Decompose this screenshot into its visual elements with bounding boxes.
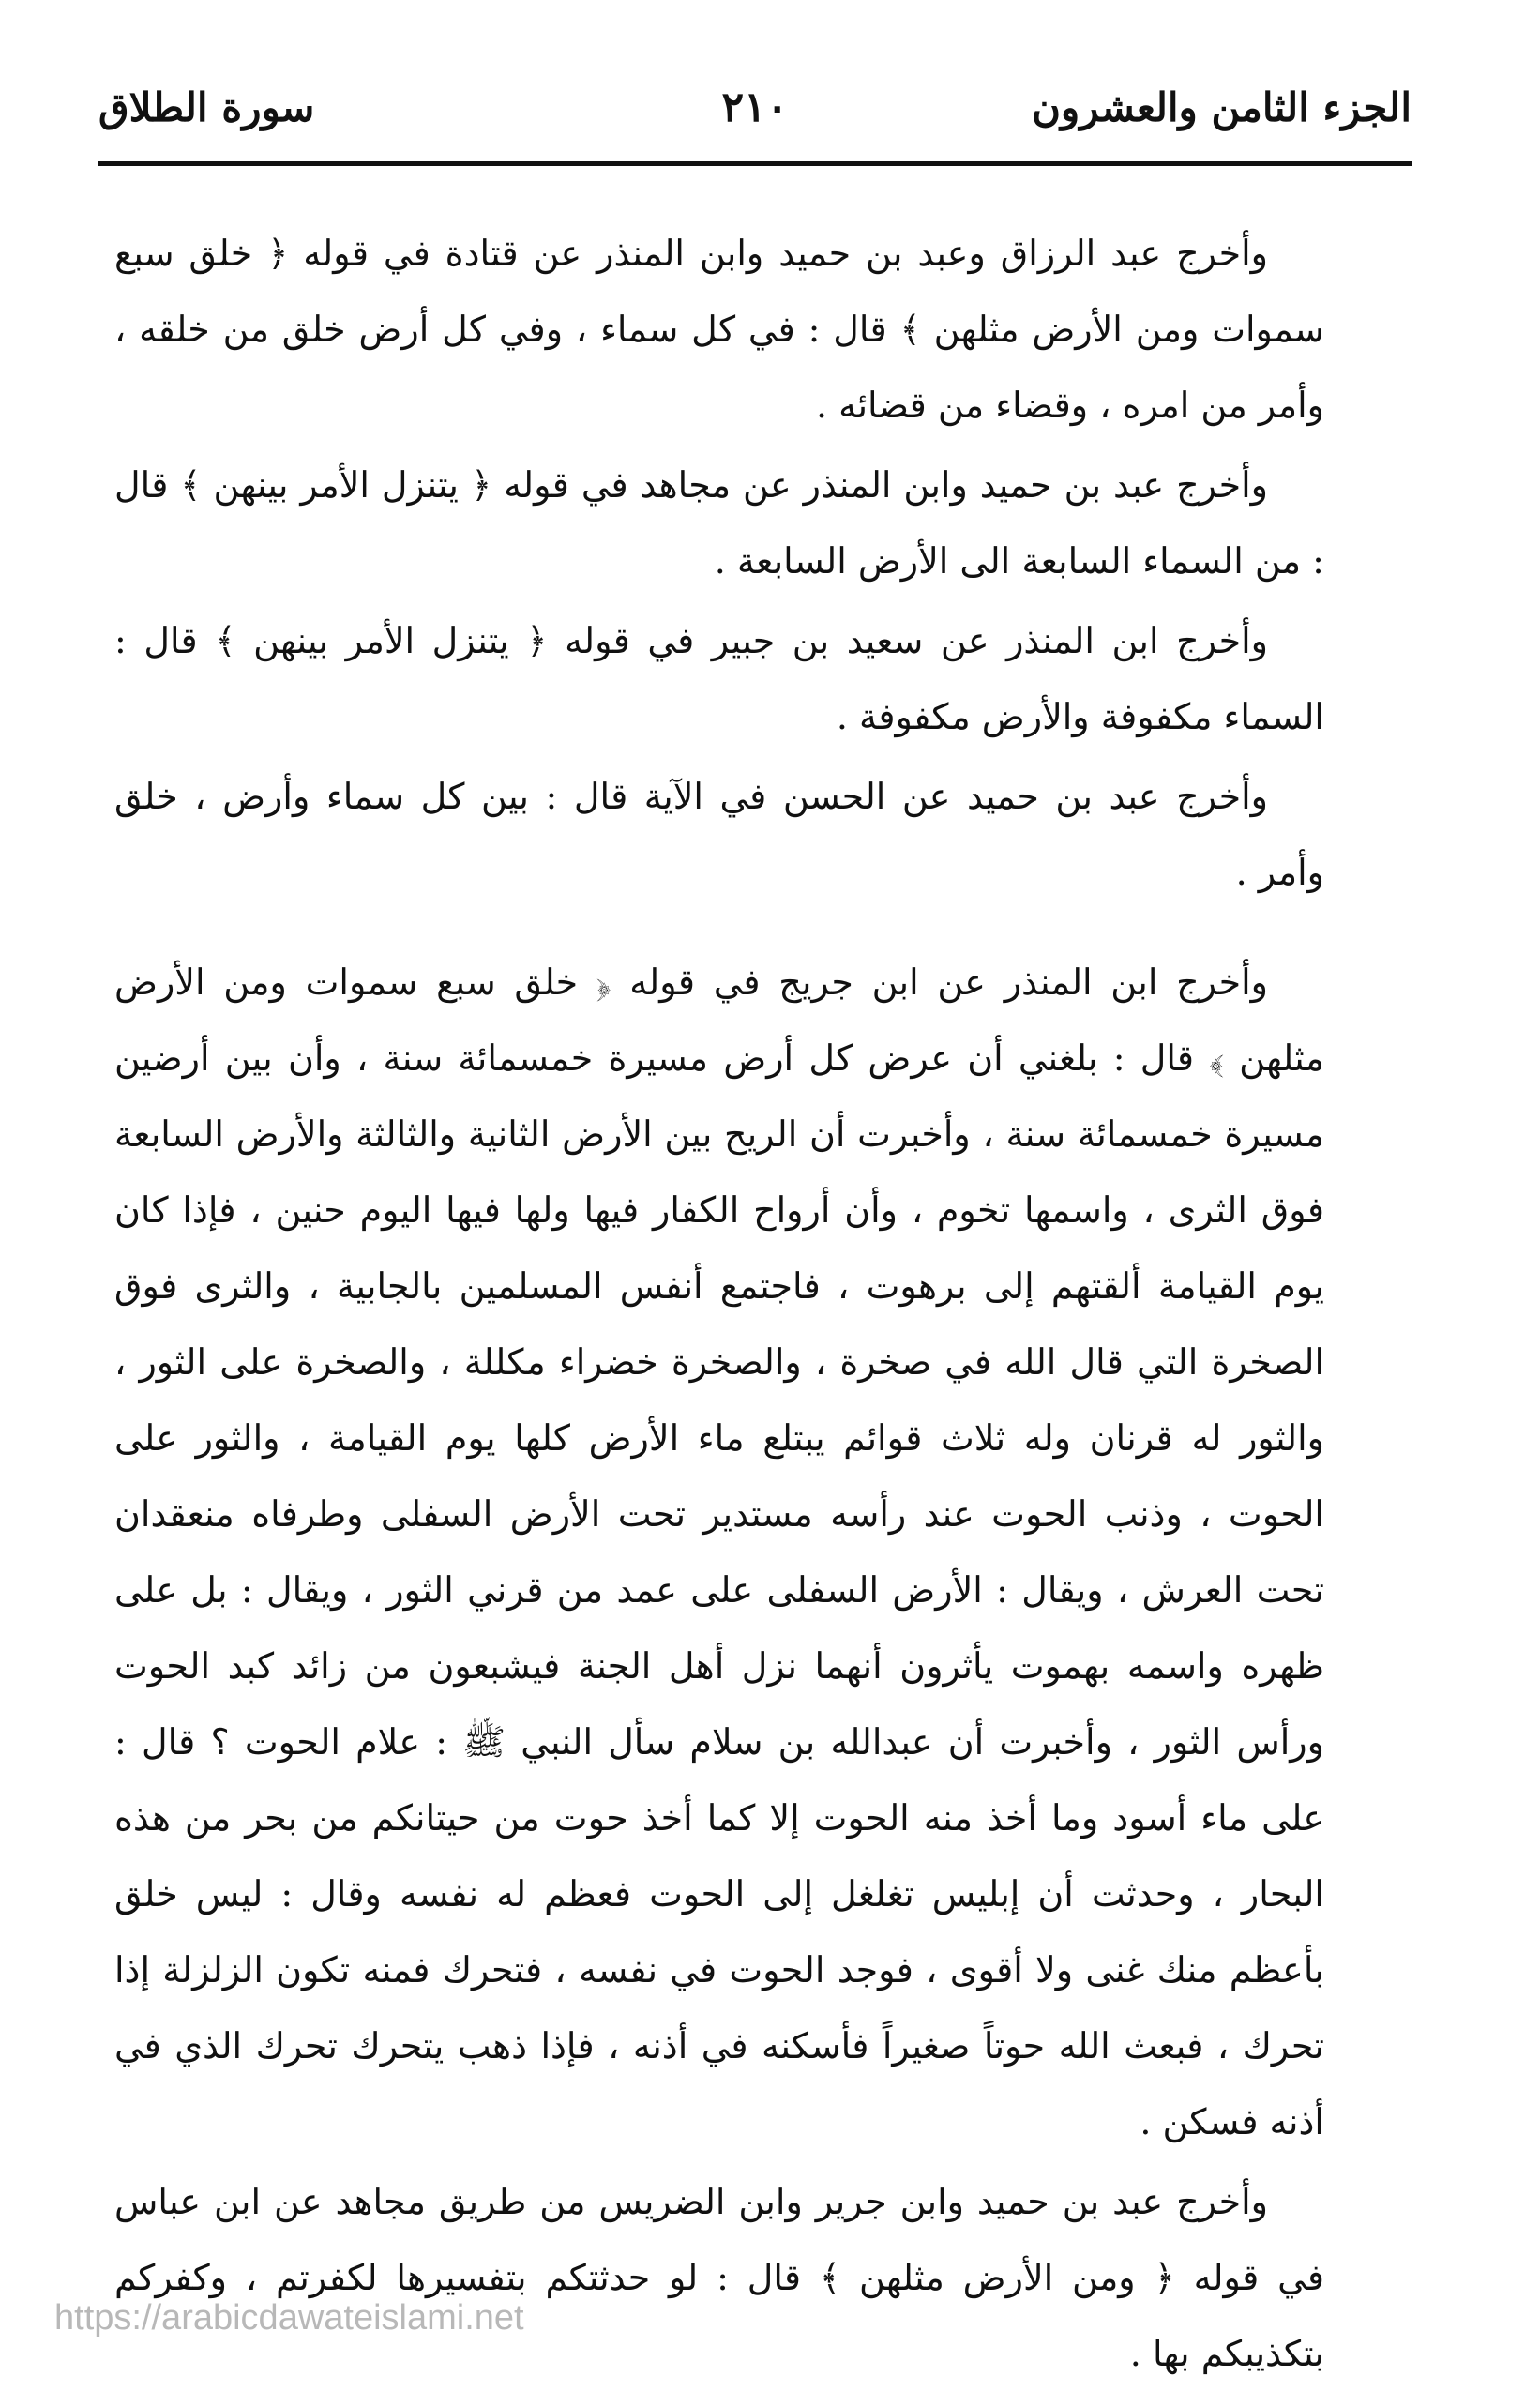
paragraph: وأخرج ابن المنذر عن سعيد بن جبير في قوله ﴿ يتنزل الأمر بينهن ﴾ قال : السماء مكفوفة والأرض مكفوفة . — [114, 620, 1324, 737]
page-number: ٢١٠ — [721, 83, 789, 131]
surah-title: سورة الطلاق — [98, 84, 315, 130]
paragraph: وأخرج عبد الرزاق وعبد بن حميد وابن المنذر عن قتادة في قوله ﴿ خلق سبع سموات ومن الأرض مثلهن ﴾ قال : في كل سماء ، وفي كل أرض خلق من خلقه ، وأمر من امره ، وقضاء من قضائه . — [114, 233, 1324, 426]
volume-title: الجزء الثامن والعشرون — [1032, 84, 1412, 130]
watermark-url: https://arabicdawateislami.net — [54, 2298, 524, 2338]
paragraph: وأخرج عبد بن حميد وابن جرير وابن الضريس من طريق مجاهد عن ابن عباس في قوله ﴿ ومن الأرض مثلهن ﴾ قال : لو حدثتكم بتفسيرها لكفرتم ، وكفركم بتكذيبكم بها . — [114, 2181, 1324, 2374]
header-divider — [98, 161, 1412, 166]
page-header — [98, 75, 1412, 150]
paragraph: وأخرج عبد بن حميد وابن المنذر عن مجاهد في قوله ﴿ يتنزل الأمر بينهن ﴾ قال : من السماء السابعة الى الأرض السابعة . — [114, 464, 1324, 582]
paragraph: وأخرج عبد بن حميد عن الحسن في الآية قال : بين كل سماء وأرض ، خلق وأمر . — [114, 776, 1324, 893]
paragraph: وأخرج ابن المنذر عن ابن جريج في قوله ﴿ خلق سبع سموات ومن الأرض مثلهن ﴾ قال : بلغني أن عرض كل أرض مسيرة خمسمائة سنة ، وأن بين أرضين مسيرة خمسمائة سنة ، وأخبرت أن الريح بين الأرض الثانية والثالثة والأرض السابعة فوق الثرى ، واسمها تخوم ، وأن أرواح الكفار فيها ولها فيها اليوم حنين ، فإذا كان يوم القيامة ألقتهم إلى برهوت ، فاجتمع أنفس المسلمين بالجابية ، والثرى فوق الصخرة التي قال الله في صخرة ، والصخرة خضراء مكللة ، والصخرة على الثور ، والثور له قرنان وله ثلاث قوائم يبتلع ماء الأرض كلها يوم القيامة ، والثور على الحوت ، وذنب الحوت عند رأسه مستدير تحت الأرض السفلى وطرفاه منعقدان تحت العرش ، ويقال : الأرض السفلى على عمد من قرني الثور ، ويقال : بل على ظهره واسمه بهموت يأثرون أنهما نزل أهل الجنة فيشبعون من زائد كبد الحوت ورأس الثور ، وأخبرت أن عبدالله بن سلام سأل النبي ﷺ : علام الحوت ؟ قال : على ماء أسود وما أخذ منه الحوت إلا كما أخذ حوت من حيتانكم من بحر من هذه البحار ، وحدثت أن إبليس تغلغل إلى الحوت فعظم له نفسه وقال : ليس خلق بأعظم منك غنى ولا أقوى ، فوجد الحوت في نفسه ، فتحرك فمنه تكون الزلزلة إذا تحرك ، فبعث الله حوتاً صغيراً فأسكنه في أذنه ، فإذا ذهب يتحرك تحرك الذي في أذنه فسكن . — [114, 961, 1325, 2142]
page-body — [114, 216, 1324, 2392]
